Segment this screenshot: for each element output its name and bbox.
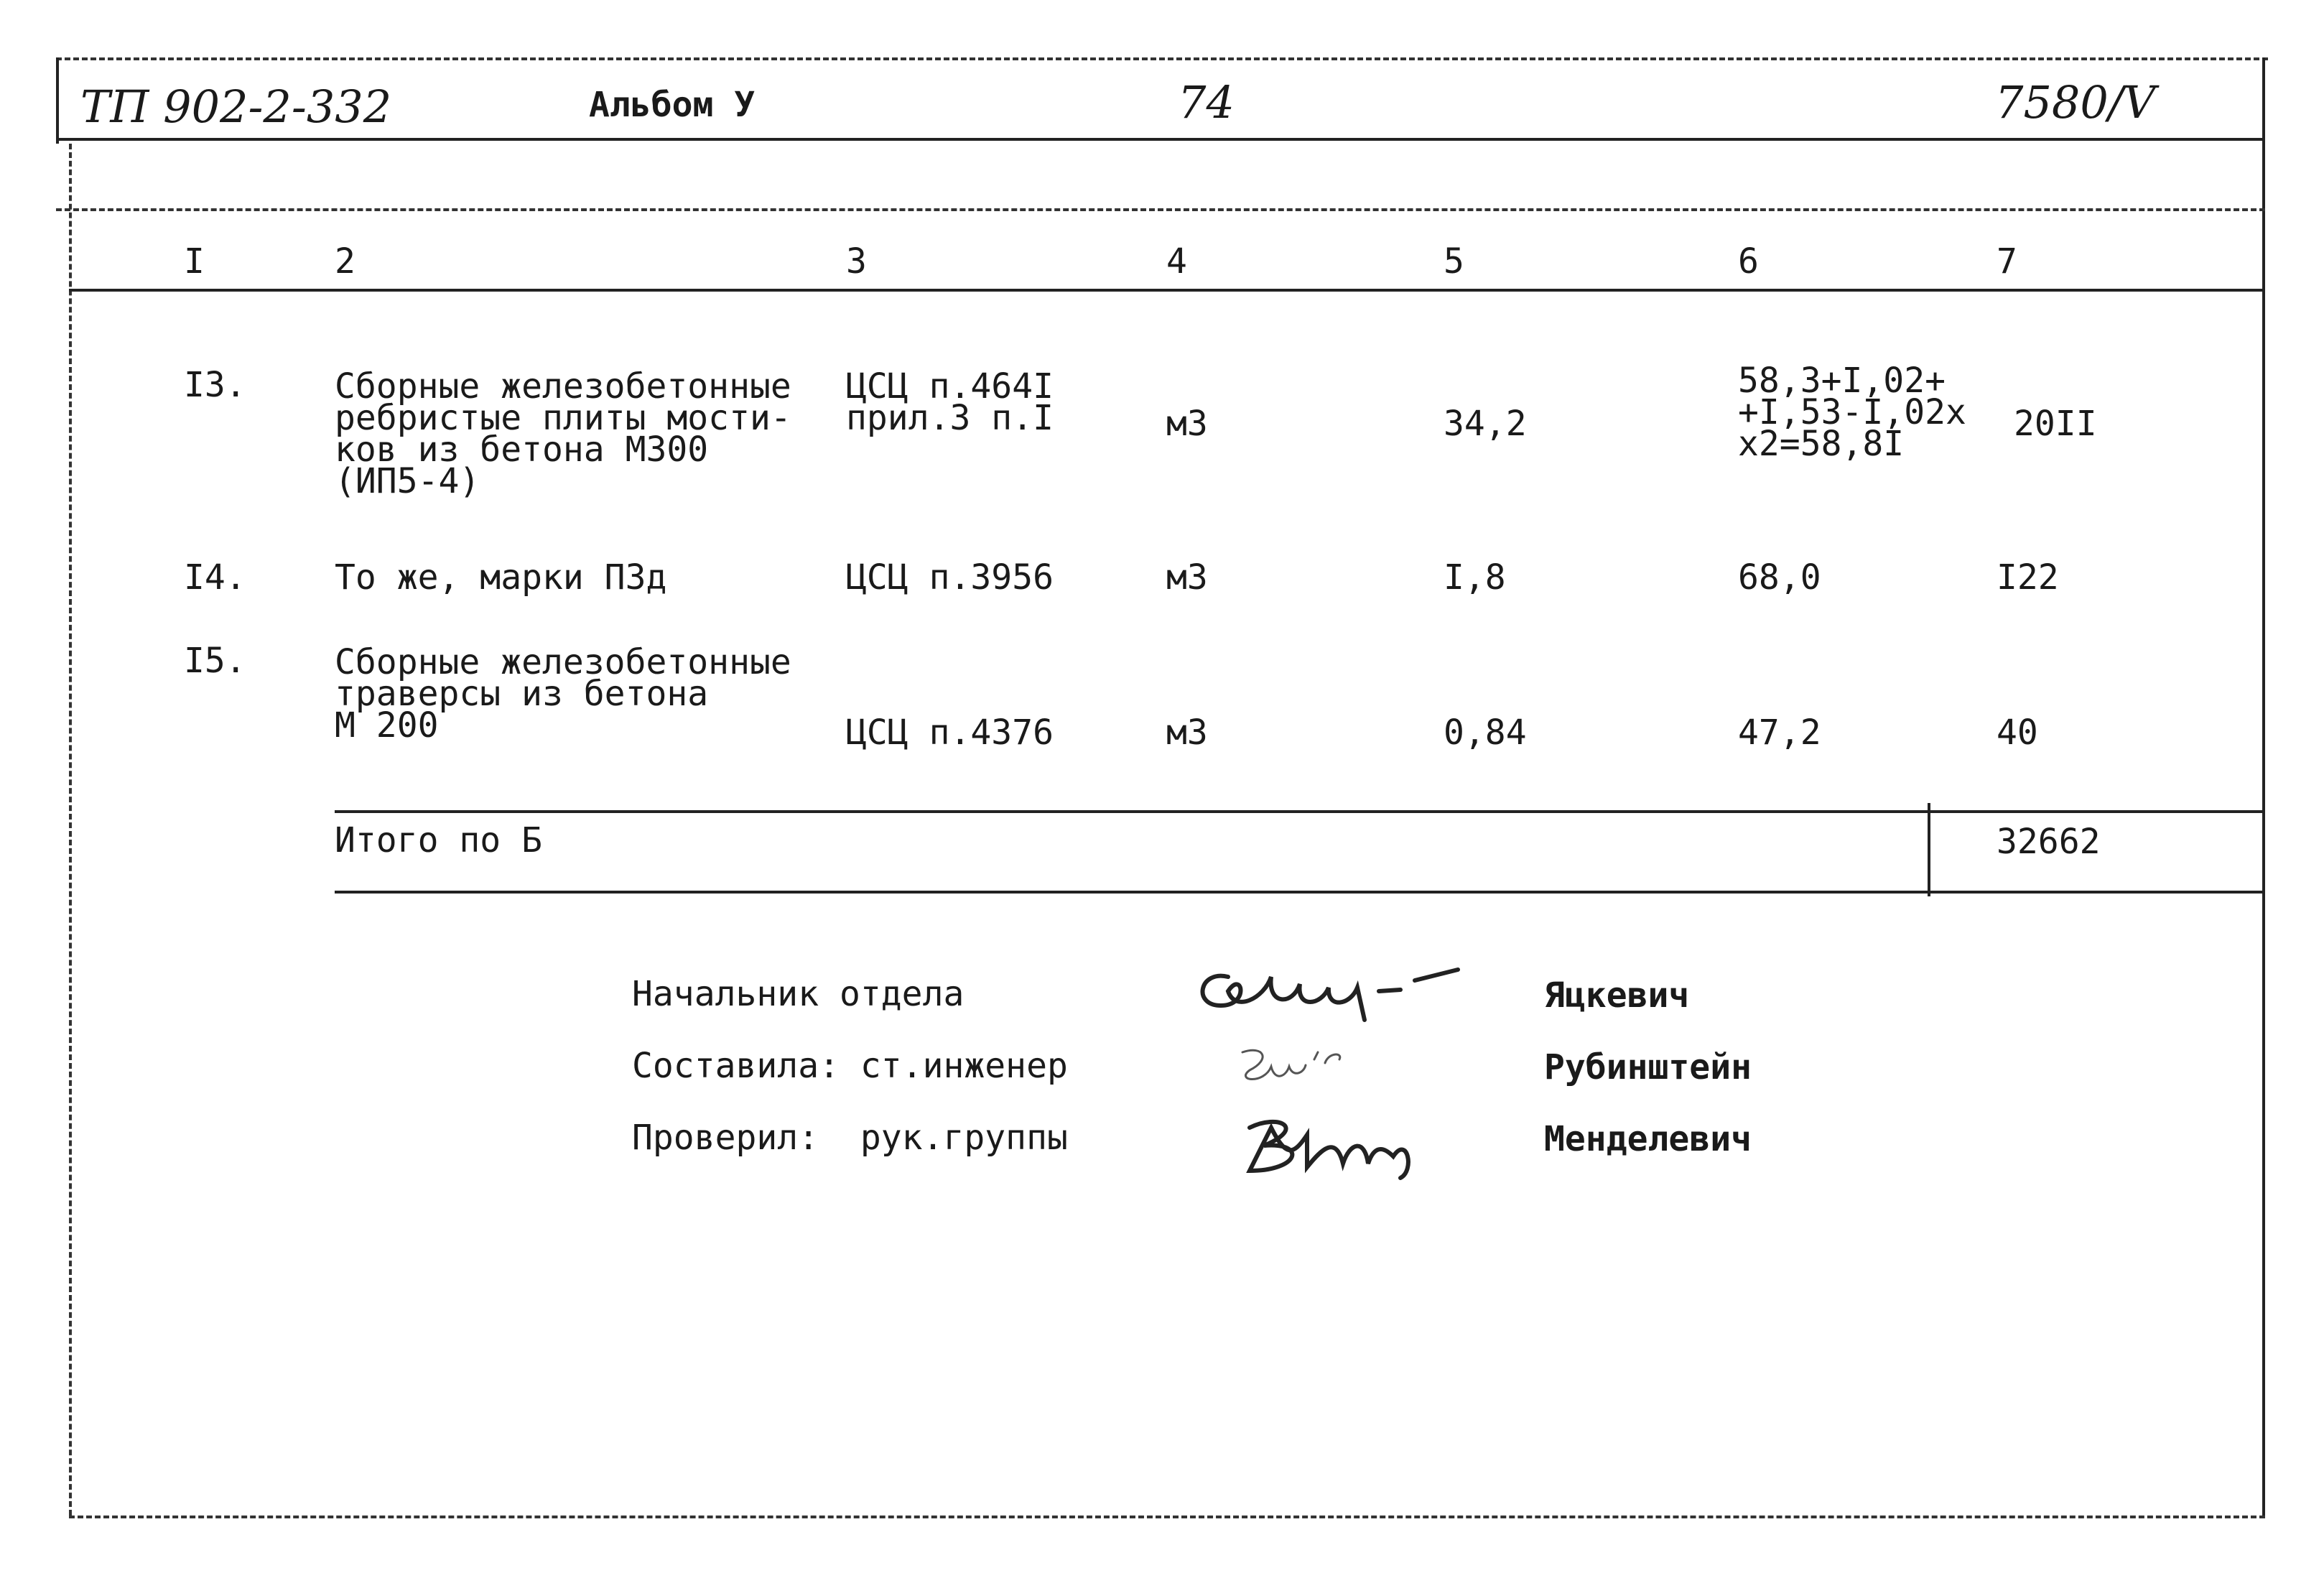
row-14-total: I22	[1997, 557, 2059, 598]
row-14-qty: I,8	[1444, 557, 1506, 598]
sig-3-role: Проверил: рук.группы	[632, 1118, 1068, 1158]
sig-1-name: Яцкевич	[1544, 975, 1690, 1016]
col-header-4: 4	[1166, 241, 1187, 282]
row-13-code: ЦСЦ п.464I прил.3 п.I	[846, 366, 1054, 438]
album-label: Альбом У	[589, 85, 756, 125]
row-15-total: 40	[1997, 713, 2038, 753]
row-15-qty: 0,84	[1444, 713, 1527, 753]
signature-1-image	[1185, 948, 1472, 1027]
header-rule	[56, 138, 2265, 141]
row-14-name: То же, марки ПЗд	[335, 557, 667, 598]
row-14-unit: м3	[1166, 557, 1208, 598]
total-label: Итого по Б	[335, 820, 542, 860]
total-divider	[1928, 803, 1930, 896]
col-header-2: 2	[335, 241, 355, 282]
frame-left-upper	[56, 57, 59, 144]
col-header-3: 3	[846, 241, 867, 282]
col-header-5: 5	[1444, 241, 1464, 282]
row-15-price: 47,2	[1738, 713, 1821, 753]
inventory-number: 7580/V	[1995, 76, 2156, 129]
page-number: 74	[1178, 76, 1235, 129]
row-15-unit: м3	[1166, 713, 1208, 753]
row-13-price: 58,3+I,02+ +I,53-I,02х х2=58,8I	[1738, 361, 1966, 464]
doc-code: ТП 902-2-332	[80, 80, 392, 133]
col-header-rule	[69, 289, 2265, 292]
row-13-name: Сборные железобетонные ребристые плиты мости- ков из бетона М300 (ИП5-4)	[335, 366, 791, 501]
sig-3-name: Менделевич	[1544, 1119, 1752, 1159]
row-13-qty: 34,2	[1444, 404, 1527, 444]
signature-2-image	[1221, 1038, 1365, 1103]
total-value: 32662	[1997, 822, 2101, 862]
row-14-code: ЦСЦ п.3956	[846, 557, 1054, 598]
frame-left	[69, 144, 72, 1516]
row-13-num: I3.	[184, 365, 246, 405]
row-15-num: I5.	[184, 641, 246, 681]
signature-3-image	[1221, 1106, 1458, 1185]
col-header-1: I	[184, 241, 205, 282]
sig-2-name: Рубинштейн	[1544, 1047, 1752, 1087]
row-14-price: 68,0	[1738, 557, 1821, 598]
col-header-6: 6	[1738, 241, 1759, 282]
row-13-total: 20II	[2014, 404, 2097, 444]
col-header-7: 7	[1997, 241, 2017, 282]
frame-bottom	[69, 1516, 2265, 1518]
total-top-rule	[335, 810, 2265, 813]
row-15-name: Сборные железобетонные траверсы из бетона М 200	[335, 642, 791, 746]
sig-1-role: Начальник отдела	[632, 974, 965, 1014]
frame-right	[2262, 57, 2265, 1516]
sig-2-role: Составила: ст.инженер	[632, 1046, 1068, 1086]
row-14-num: I4.	[184, 557, 246, 598]
total-bottom-rule	[335, 891, 2265, 894]
frame-top	[56, 57, 2268, 60]
row-13-unit: м3	[1166, 404, 1208, 444]
table-top-rule	[56, 208, 2265, 211]
row-15-code: ЦСЦ п.4376	[846, 713, 1054, 753]
